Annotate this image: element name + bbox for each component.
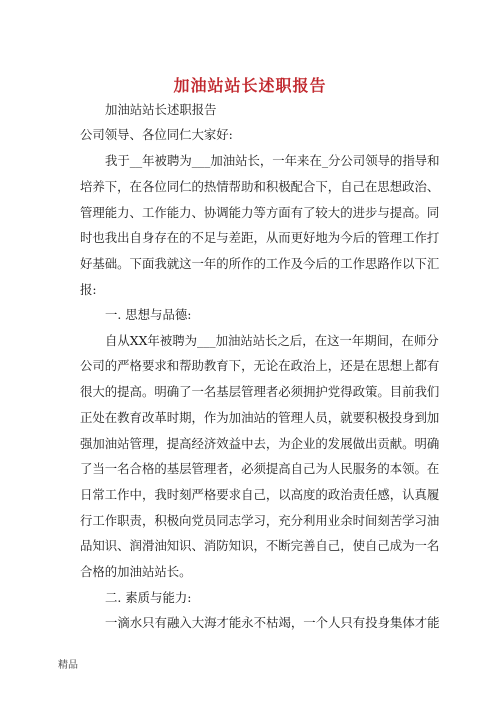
footer-label: 精品 bbox=[58, 660, 78, 671]
section1-line: 日常工作中，我时刻严格要求自己，以高度的政治责任感，认真履 bbox=[80, 487, 440, 502]
section1-line: 公司的严格要求和帮助教育下，无论在政治上，还是在思想上都有 bbox=[80, 358, 440, 373]
section1-line: 合格的加油站站长。 bbox=[80, 564, 192, 579]
section1-line: 行工作职责，积极向党员同志学习，充分利用业余时间刻苦学习油 bbox=[80, 513, 440, 528]
intro-line: 报: bbox=[80, 282, 97, 297]
section1-line: 了当一名合格的基层管理者，必须提高自己为人民服务的本领。在 bbox=[80, 461, 440, 476]
intro-line: 我于__年被聘为___加油站长，一年来在_分公司领导的指导和 bbox=[105, 153, 440, 168]
section2-heading: 二. 素质与能力: bbox=[105, 590, 192, 605]
intro-line: 管理能力、工作能力、协调能力等方面有了较大的进步与提高。同 bbox=[80, 205, 440, 220]
intro-line: 好基础。下面我就这一年的所作的工作及今后的工作思路作以下汇 bbox=[80, 256, 440, 271]
section1-line: 品知识、润滑油知识、消防知识，不断完善自己，使自己成为一名 bbox=[80, 538, 440, 553]
section1-line: 强加油站管理，提高经济效益中去，为企业的发展做出贡献。明确 bbox=[80, 436, 440, 451]
section1-line: 自从XX年被聘为___加油站站长之后，在这一年期间，在师分 bbox=[105, 333, 439, 348]
section1-heading: 一. 思想与品德: bbox=[105, 307, 192, 322]
section2-line: 一滴水只有融入大海才能永不枯竭，一个人只有投身集体才能 bbox=[105, 615, 440, 630]
section1-line: 正处在教育改革时期，作为加油站的管理人员，就要积极投身到加 bbox=[80, 410, 440, 425]
document-subtitle: 加油站站长述职报告 bbox=[105, 102, 217, 117]
document-title: 加油站站长述职报告 bbox=[173, 76, 327, 95]
intro-line: 培养下，在各位同仁的热情帮助和积极配合下，自己在思想政治、 bbox=[80, 179, 440, 194]
intro-line: 时也我出自身存在的不足与差距，从而更好地为今后的管理工作打 bbox=[80, 230, 440, 245]
greeting: 公司领导、各位同仁大家好: bbox=[80, 127, 233, 142]
section1-line: 很大的提高。明确了一名基层管理者必须拥护党得政策。目前我们 bbox=[80, 384, 440, 399]
